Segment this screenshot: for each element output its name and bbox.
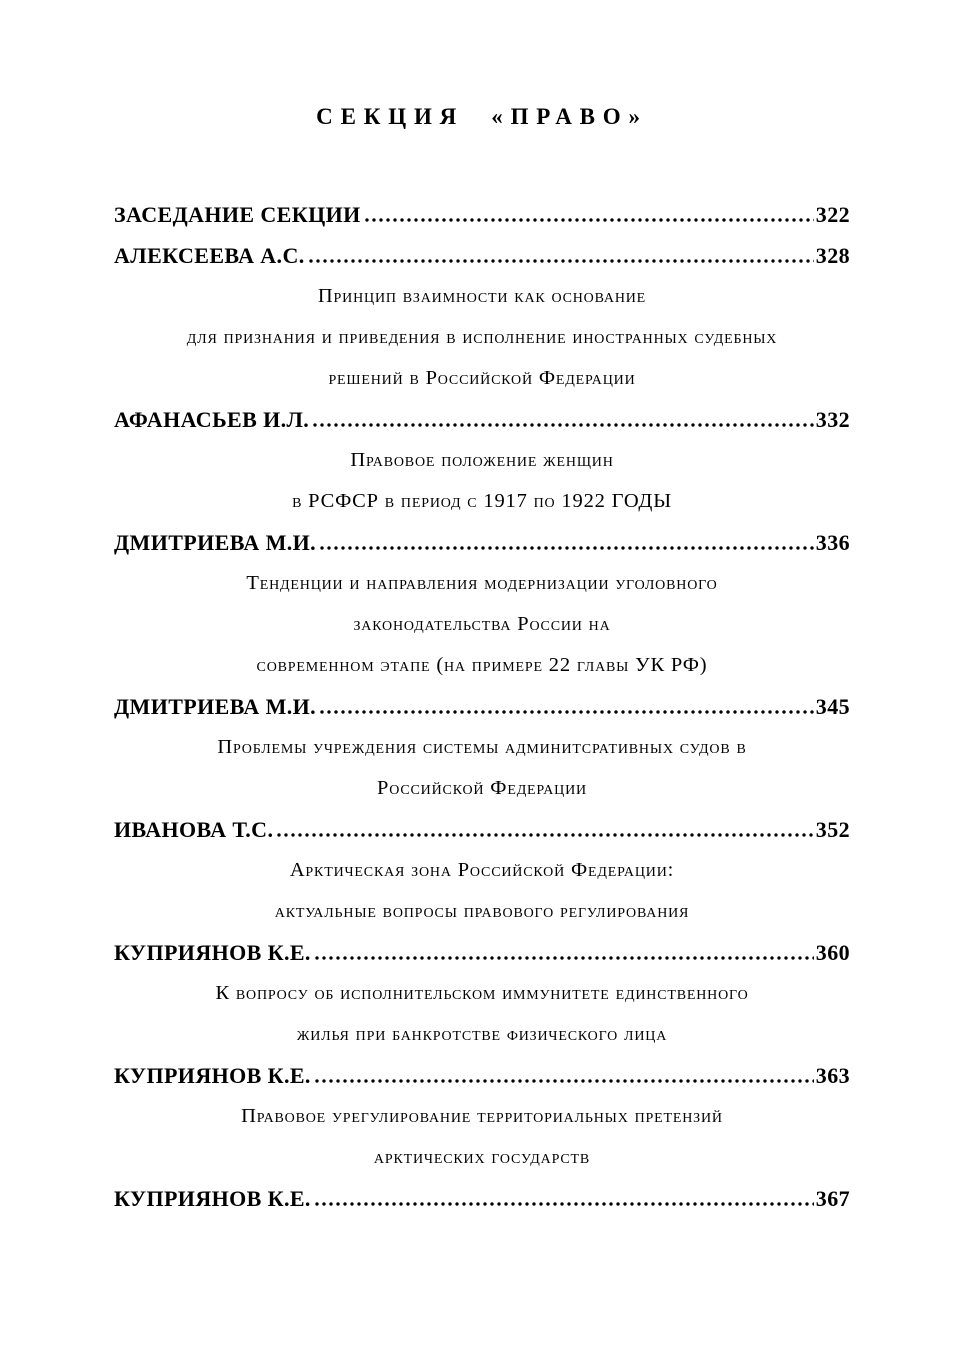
toc-entry (114, 522, 850, 563)
toc-entry-subtitle: для признания и приведения в исполнение иностранных судебных (186, 326, 778, 348)
toc-entry (114, 809, 850, 850)
toc-entry-label: АФАНАСЬЕВ И.Л. (114, 407, 310, 432)
toc-entry-page: 360 (815, 940, 850, 965)
toc-entry (114, 1178, 850, 1219)
toc-entry (114, 399, 850, 440)
toc-entry-page: 345 (815, 694, 850, 719)
toc-entry-label: ДМИТРИЕВА М.И. (114, 530, 317, 555)
toc-entry-subtitle: актуальные вопросы правового регулирования (274, 900, 690, 922)
toc-entry (114, 235, 850, 276)
toc-entry-page: 352 (815, 817, 850, 842)
toc-entry-subtitle: Правовое положение женщин (350, 449, 614, 471)
toc-entry-subtitle: Принцип взаимности как основание (317, 285, 647, 307)
toc-entry-subtitle: современном этапе (на примере 22 главы УК РФ) (256, 654, 708, 676)
dot-leader (309, 259, 814, 263)
dot-leader (320, 546, 814, 550)
dot-leader (315, 1079, 814, 1083)
toc-entry-label: КУПРИЯНОВ К.Е. (114, 1186, 311, 1211)
toc-entry (114, 686, 850, 727)
toc-entry-subtitle: Арктическая зона Российской Федерации: (289, 859, 675, 881)
toc-entry-page: 328 (815, 243, 850, 268)
toc-entry-page: 336 (815, 530, 850, 555)
toc-entry-subtitle: решений в Российской Федерации (328, 367, 636, 389)
section-title: СЕКЦИЯ «ПРАВО» (316, 104, 648, 129)
table-of-contents (114, 194, 850, 1219)
dot-leader (320, 710, 814, 714)
toc-entry (114, 194, 850, 235)
toc-entry-label: ЗАСЕДАНИЕ СЕКЦИИ (114, 202, 361, 227)
toc-entry (114, 1055, 850, 1096)
toc-entry (114, 932, 850, 973)
toc-entry-subtitle: Правовое урегулирование территориальных претензий (241, 1105, 723, 1127)
toc-entry-subtitle: законодательства России на (353, 613, 611, 635)
toc-entry-subtitle: Проблемы учреждения системы админитсративных судов в (217, 736, 747, 758)
toc-entry-subtitle: К вопросу об исполнительском иммунитете единственного (215, 982, 749, 1004)
dot-leader (315, 1202, 814, 1206)
toc-entry-subtitle: Российской Федерации (377, 777, 587, 799)
toc-entry-label: ДМИТРИЕВА М.И. (114, 694, 317, 719)
toc-entry-page: 322 (815, 202, 850, 227)
toc-entry-page: 367 (815, 1186, 850, 1211)
toc-entry-page: 332 (815, 407, 850, 432)
toc-entry-page: 363 (815, 1063, 850, 1088)
dot-leader (277, 833, 813, 837)
dot-leader (315, 956, 814, 960)
toc-entry-subtitle: в РСФСР в период с 1917 по 1922 ГОДЫ (292, 490, 672, 512)
toc-entry-subtitle: арктических государств (373, 1146, 591, 1168)
toc-entry-label: ИВАНОВА Т.С. (114, 817, 274, 842)
toc-entry-label: КУПРИЯНОВ К.Е. (114, 1063, 311, 1088)
toc-entry-subtitle: Тенденции и направления модернизации уголовного (246, 572, 718, 594)
toc-entry-label: АЛЕКСЕЕВА А.С. (114, 243, 305, 268)
toc-entry-label: КУПРИЯНОВ К.Е. (114, 940, 311, 965)
toc-entry-subtitle: жилья при банкротстве физического лица (296, 1023, 668, 1045)
dot-leader (313, 423, 814, 427)
dot-leader (365, 218, 814, 222)
